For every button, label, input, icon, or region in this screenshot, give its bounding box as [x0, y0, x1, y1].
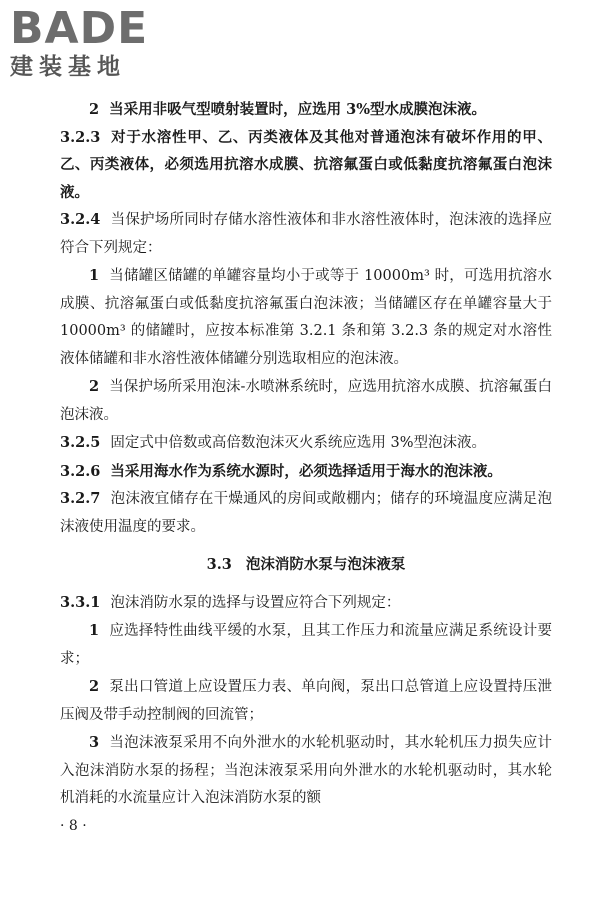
clause-paragraph: [60, 458, 552, 486]
clause-paragraph: [60, 429, 552, 458]
clause-number: 2: [89, 101, 100, 118]
clause-paragraph: [60, 262, 552, 373]
clause-text: 当保护场所同时存储水溶性液体和非水溶性液体时，泡沫液的选择应符合下列规定：: [60, 212, 552, 256]
clause-number: 1: [89, 267, 100, 284]
logo-wordmark: BADE: [10, 3, 149, 54]
clause-text: 当保护场所采用泡沫-水喷淋系统时，应选用抗溶水成膜、抗溶氟蛋白泡沫液。: [60, 379, 552, 423]
clause-number: 3: [89, 734, 100, 751]
section-heading: [60, 551, 552, 579]
document-body: [60, 96, 552, 813]
clause-paragraph: [60, 96, 552, 124]
clause-number: 2: [89, 678, 100, 695]
clause-text: 应选择特性曲线平缓的水泵，且其工作压力和流量应满足系统设计要求；: [60, 623, 552, 667]
brand-logo: [10, 3, 175, 82]
page-number: · 8 ·: [60, 818, 87, 834]
clause-paragraph: [60, 206, 552, 262]
clause-number: 3.2.3: [60, 128, 101, 146]
clause-paragraph: [60, 373, 552, 429]
clause-text: 当采用非吸气型喷射装置时，应选用 3%型水成膜泡沫液。: [109, 101, 487, 118]
clause-text: 当储罐区储罐的单罐容量均小于或等于 10000m³ 时，可选用抗溶水成膜、抗溶氟蛋白或低黏度抗溶氟蛋白泡沫液；当储罐区存在单罐容量大于 10000m³ 的储罐时，应按本标准第 3.2.1 条和第 3.2.3 条的规定对水溶性液体储罐和非水溶性液体储罐分别选取相应的泡沫液。: [60, 268, 552, 367]
clause-text: 泵出口管道上应设置压力表、单向阀，泵出口总管道上应设置持压泄压阀及带手动控制阀的回流管；: [60, 679, 552, 723]
section-title: 泡沫消防水泵与泡沫液泵: [245, 556, 406, 573]
clause-paragraph: [60, 673, 552, 729]
clause-number: 3.3.1: [60, 593, 101, 611]
clauses-3-2: [60, 96, 552, 541]
clause-paragraph: [60, 124, 552, 207]
clause-number: 2: [89, 378, 100, 395]
clause-paragraph: [60, 589, 552, 618]
clause-paragraph: [60, 485, 552, 541]
clause-text: 当泡沫液泵采用不向外泄水的水轮机驱动时，其水轮机压力损失应计入泡沫消防水泵的扬程；当泡沫液泵采用向外泄水的水轮机驱动时，其水轮机消耗的水流量应计入泡沫消防水泵的额: [60, 735, 552, 806]
clause-text: 当采用海水作为系统水源时，必须选择适用于海水的泡沫液。: [110, 462, 502, 480]
clause-number: 3.2.4: [60, 211, 101, 228]
section-number: 3.3: [206, 556, 232, 573]
clause-text: 固定式中倍数或高倍数泡沫灭火系统应选用 3%型泡沫液。: [110, 435, 486, 451]
clause-number: 3.2.6: [60, 462, 101, 480]
clause-text: 对于水溶性甲、乙、丙类液体及其他对普通泡沫有破坏作用的甲、乙、丙类液体，必须选用抗溶水成膜、抗溶氟蛋白或低黏度抗溶氟蛋白泡沫液。: [60, 128, 552, 201]
clause-number: 1: [89, 622, 100, 639]
clause-number: 3.2.7: [60, 490, 101, 507]
clause-text: 泡沫消防水泵的选择与设置应符合下列规定：: [110, 594, 401, 611]
clause-text: 泡沫液宜储存在干燥通风的房间或敞棚内；储存的环境温度应满足泡沫液使用温度的要求。: [60, 491, 552, 535]
clause-paragraph: [60, 617, 552, 673]
clauses-3-3: [60, 589, 552, 813]
clause-number: 3.2.5: [60, 434, 101, 451]
clause-paragraph: [60, 729, 552, 813]
logo-subtitle: 建装基地: [10, 54, 126, 80]
